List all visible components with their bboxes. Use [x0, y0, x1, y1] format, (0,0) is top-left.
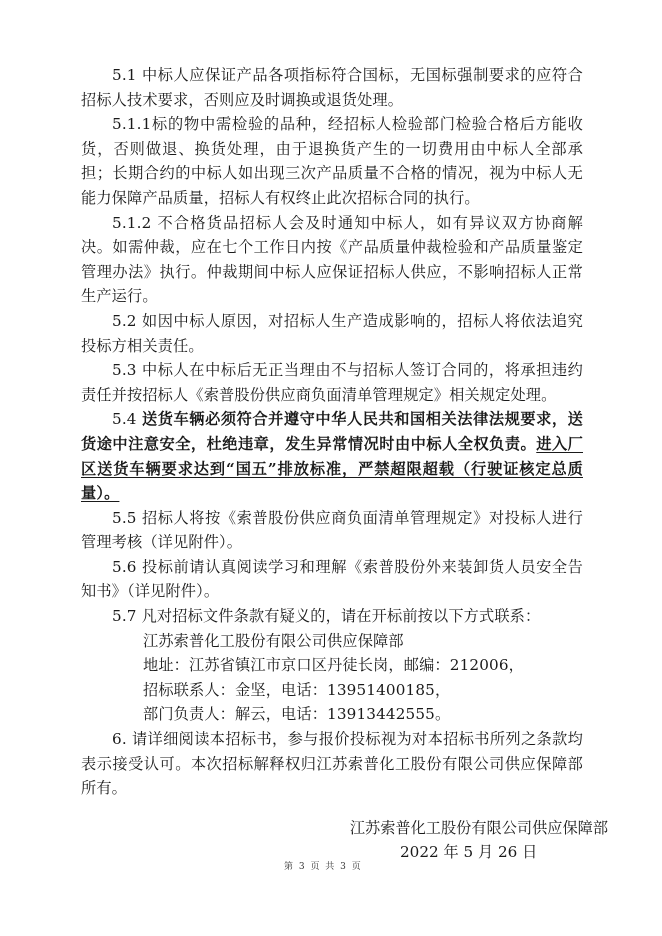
clause-5-1-1: 5.1.1标的物中需检验的品种，经招标人检验部门检验合格后方能收货，否则做退、换货处理，由于退换货产生的一切费用由中标人全部承担；长期合约的中标人如出现三次产品质量不合格的情况，视为中标人无能力保障产品质量，招标人有权终止此次招标合同的执行。	[81, 115, 583, 207]
contact-dept-head: 部门负责人：解云，电话：13913442555。	[143, 705, 451, 724]
contact-org: 江苏索普化工股份有限公司供应保障部	[143, 631, 404, 650]
document-body	[81, 63, 583, 801]
page-number-footer: 第 3 页 共 3 页	[284, 862, 363, 872]
clause-5-1: 5.1 中标人应保证产品各项指标符合国标，无国标强制要求的应符合招标人技术要求，否则应及时调换或退货处理。	[81, 66, 583, 109]
clause-5-4-bold-text: 送货车辆必须符合并遵守中华人民共和国相关法律法规要求，送货途中注意安全，杜绝违章，发生异常情况时由中标人全权负责。	[81, 410, 583, 453]
clause-5-2: 5.2 如因中标人原因，对招标人生产造成影响的，招标人将依法追究投标方相关责任。	[81, 311, 583, 355]
clause-5-4	[81, 407, 583, 505]
clause-5-1-2: 5.1.2 不合格货品招标人会及时通知中标人，如有异议双方协商解决。如需仲裁，应在七个工作日内按《产品质量仲裁检验和产品质量鉴定管理办法》执行。仲裁期间中标人应保证招标人供应，不影响招标人正常生产运行。	[81, 213, 583, 306]
signature-org: 江苏索普化工股份有限公司供应保障部	[349, 819, 608, 837]
clause-5-4-underlined-text: 进入厂区送货车辆要求达到“国五”排放标准，严禁超限超载（行驶证核定总质量）。	[81, 434, 583, 503]
clause-5-3: 5.3 中标人在中标后无正当理由不与招标人签订合同的，将承担违约责任并按招标人《索普股份供应商负面清单管理规定》相关规定处理。	[81, 361, 583, 404]
clause-5-6: 5.6 投标前请认真阅读学习和理解《索普股份外来装卸货人员安全告知书》（详见附件）。	[81, 557, 583, 601]
clause-5-5: 5.5 招标人将按《索普股份供应商负面清单管理规定》对投标人进行管理考核（详见附件）。	[81, 508, 583, 552]
clause-6: 6. 请详细阅读本招标书，参与报价投标视为对本招标书所列之条款均表示接受认可。本次招标解释权归江苏索普化工股份有限公司供应保障部所有。	[81, 730, 583, 798]
clause-5-4-number: 5.4	[112, 410, 143, 429]
signature-date: 2022 年 5 月 26 日	[400, 843, 538, 861]
contact-address: 地址：江苏省镇江市京口区丹徒长岗，邮编：212006，	[143, 656, 524, 675]
clause-5-7: 5.7 凡对招标文件条款有疑义的，请在开标前按以下方式联系：	[112, 607, 541, 626]
contact-bid-person: 招标联系人：金坚，电话：13951400185，	[143, 680, 451, 699]
